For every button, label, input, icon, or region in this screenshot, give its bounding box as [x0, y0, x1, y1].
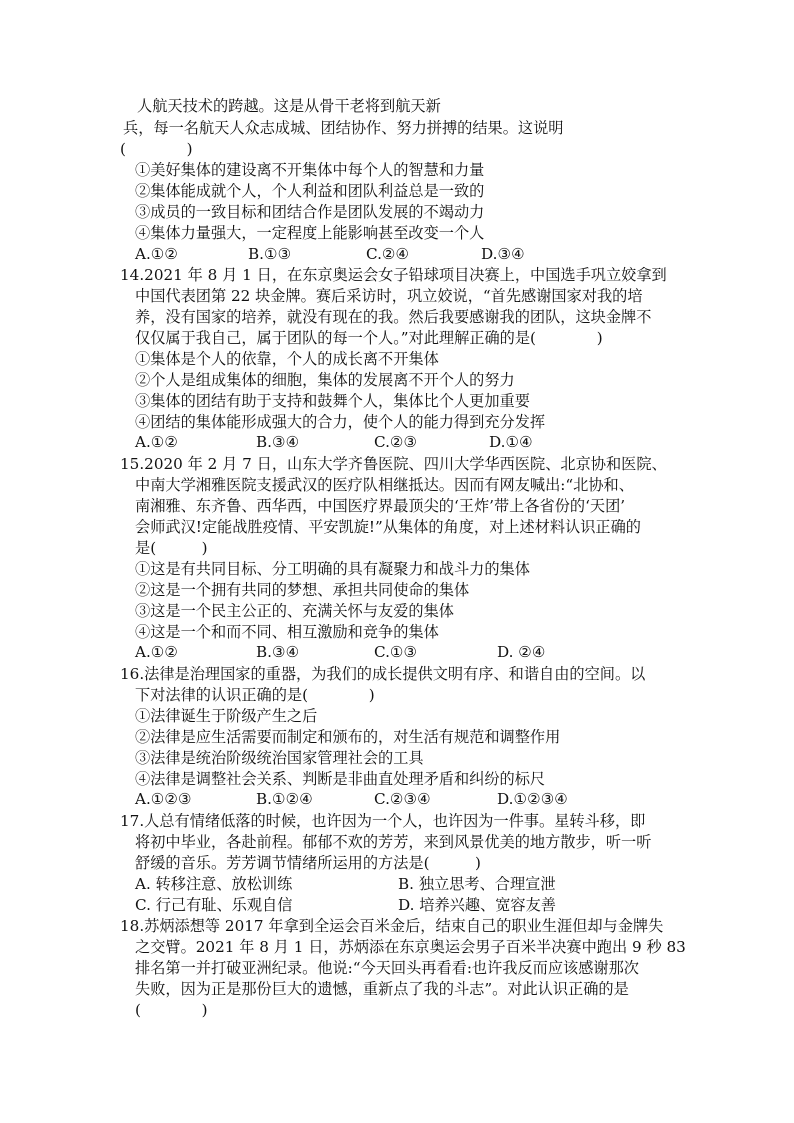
q16-statement-2: ②法律是应生活需要而制定和颁布的，对生活有规范和调整作用 — [135, 728, 561, 746]
q13-statement-1: ①美好集体的建设离不开集体中每个人的智慧和力量 — [135, 161, 485, 179]
q14-option-a[interactable]: A.①② — [135, 433, 179, 451]
q18-stem-line-4: 失败，因为正是那份巨大的遗憾，重新点了我的斗志”。对此认识正确的是 — [135, 980, 629, 998]
q17-option-b[interactable]: B. 独立思考、合理宣泄 — [398, 875, 556, 893]
q14-stem-line-2: 中国代表团第 22 块金牌。赛后采访时，巩立姣说，“首先感谢国家对我的培 — [135, 287, 643, 305]
q17-stem-line-3: 舒缓的音乐。芳芳调节情绪所运用的方法是( ) — [135, 854, 481, 872]
q15-statement-2: ②这是一个拥有共同的梦想、承担共同使命的集体 — [135, 581, 470, 599]
q15-statement-4: ④这是一个和而不同、相互激励和竞争的集体 — [135, 623, 439, 641]
q14-option-c[interactable]: C.②③ — [374, 433, 418, 451]
q16-option-b[interactable]: B.①②④ — [256, 790, 313, 808]
q18-stem-line-1: 18.苏炳添想等 2017 年拿到全运会百米金后，结束自己的职业生涯但却与金牌失 — [120, 917, 664, 935]
q14-stem-line-4: 仅仅属于我自己，属于团队的每一个人。”对此理解正确的是( ) — [135, 329, 603, 347]
q13-stem-line-2: 兵，每一名航天人众志成城、团结协作、努力拼搏的结果。这说明 — [123, 119, 564, 137]
q15-stem-line-3: 南湘雅、东齐鲁、西华西，中国医疗界最顶尖的‘王炸’带上各省份的‘天团’ — [135, 497, 626, 515]
q14-option-d[interactable]: D.①④ — [489, 433, 533, 451]
q15-option-d[interactable]: D. ②④ — [497, 643, 546, 661]
q15-statement-1: ①这是有共同目标、分工明确的具有凝聚力和战斗力的集体 — [135, 560, 530, 578]
q13-option-c[interactable]: C.②④ — [366, 245, 410, 263]
q15-stem-line-1: 15.2020 年 2 月 7 日，山东大学齐鲁医院、四川大学华西医院、北京协和医院、 — [120, 455, 667, 473]
q17-stem-line-2: 将初中毕业，各赴前程。郁郁不欢的芳芳，来到风景优美的地方散步，听一听 — [135, 833, 652, 851]
q17-option-a[interactable]: A. 转移注意、放松训练 — [135, 875, 293, 893]
q15-stem-line-2: 中南大学湘雅医院支援武汉的医疗队相继抵达。因而有网友喊出:“北协和、 — [135, 476, 634, 494]
q16-stem-line-1: 16.法律是治理国家的重器，为我们的成长提供文明有序、和谐自由的空间。以 — [120, 665, 646, 683]
q13-answer-blank: ( ) — [120, 140, 193, 158]
q13-statement-2: ②集体能成就个人，个人利益和团队利益总是一致的 — [135, 182, 485, 200]
q16-stem-line-2: 下对法律的认识正确的是( ) — [135, 686, 375, 704]
q15-stem-line-4: 会师武汉!定能战胜疫情、平安凯旋!”从集体的角度，对上述材料认识正确的 — [135, 518, 641, 536]
q16-statement-3: ③法律是统治阶级统治国家管理社会的工具 — [135, 749, 424, 767]
q14-statement-4: ④团结的集体能形成强大的合力，使个人的能力得到充分发挥 — [135, 413, 546, 431]
q13-option-b[interactable]: B.①③ — [248, 245, 292, 263]
q14-option-b[interactable]: B.③④ — [256, 433, 300, 451]
q17-option-c[interactable]: C. 行己有耻、乐观自信 — [135, 896, 293, 914]
q14-stem-line-1: 14.2021 年 8 月 1 日，在东京奥运会女子铅球项目决赛上，中国选手巩立姣拿到 — [120, 266, 667, 284]
q18-stem-line-3: 排名第一并打破亚洲纪录。他说:“今天回头再看看:也许我反而应该感谢那次 — [135, 959, 639, 977]
q14-statement-2: ②个人是组成集体的细胞，集体的发展离不开个人的努力 — [135, 371, 515, 389]
q14-statement-3: ③集体的团结有助于支持和鼓舞个人，集体比个人更加重要 — [135, 392, 530, 410]
q16-option-a[interactable]: A.①②③ — [135, 790, 192, 808]
q15-statement-3: ③这是一个民主公正的、充满关怀与友爱的集体 — [135, 602, 454, 620]
q13-statement-4: ④集体力量强大，一定程度上能影响甚至改变一个人 — [135, 224, 485, 242]
q13-statement-3: ③成员的一致目标和团结合作是团队发展的不竭动力 — [135, 203, 485, 221]
q17-option-d[interactable]: D. 培养兴趣、宽容友善 — [398, 896, 556, 914]
q15-option-c[interactable]: C.①③ — [374, 643, 418, 661]
q13-option-a[interactable]: A.①② — [135, 245, 179, 263]
q18-stem-line-2: 之交臂。2021 年 8 月 1 日，苏炳添在东京奥运会男子百米半决赛中跑出 9 秒 83 — [135, 938, 686, 956]
q16-statement-1: ①法律诞生于阶级产生之后 — [135, 707, 318, 725]
q15-option-a[interactable]: A.①② — [135, 643, 179, 661]
q18-answer-blank: ( ) — [135, 1001, 208, 1019]
q14-stem-line-3: 养，没有国家的培养，就没有现在的我。然后我要感谢我的团队，这块金牌不 — [135, 308, 652, 326]
q16-option-c[interactable]: C.②③④ — [374, 790, 431, 808]
q16-option-d[interactable]: D.①②③④ — [497, 790, 568, 808]
q16-statement-4: ④法律是调整社会关系、判断是非曲直处理矛盾和纠纷的标尺 — [135, 770, 546, 788]
q15-option-b[interactable]: B.③④ — [256, 643, 300, 661]
q15-stem-line-5: 是( ) — [135, 539, 208, 557]
q17-stem-line-1: 17.人总有情绪低落的时候，也许因为一个人，也许因为一件事。星转斗移，即 — [120, 812, 646, 830]
q13-option-d[interactable]: D.③④ — [481, 245, 525, 263]
q14-statement-1: ①集体是个人的依靠，个人的成长离不开集体 — [135, 350, 439, 368]
q13-stem-line-1: 人航天技术的跨越。这是从骨干老将到航天新 — [137, 97, 441, 115]
